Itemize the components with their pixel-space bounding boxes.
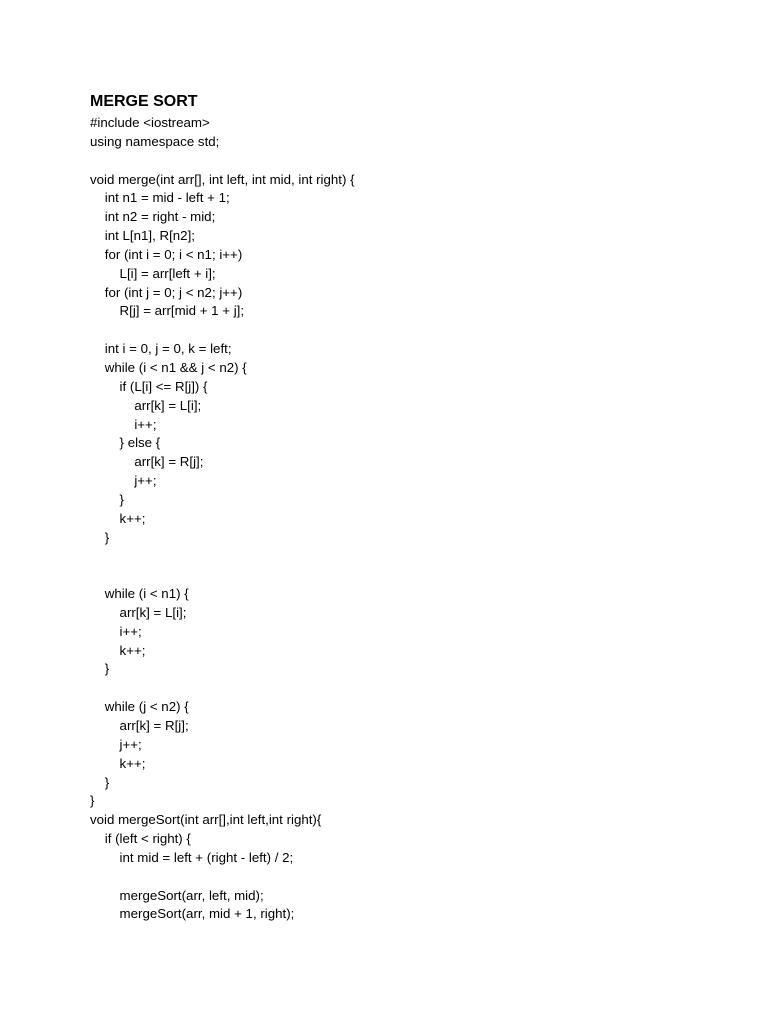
code-line: void merge(int arr[], int left, int mid, int right) { xyxy=(90,171,355,187)
document-title: MERGE SORT xyxy=(90,93,198,110)
code-line xyxy=(90,679,355,698)
code-line: } xyxy=(90,793,95,809)
code-line: } else { xyxy=(90,435,161,451)
code-line: } xyxy=(90,529,110,545)
code-line: i++; xyxy=(90,623,142,639)
code-line: #include <iostream> xyxy=(90,115,210,130)
code-line: if (L[i] <= R[j]) { xyxy=(90,378,208,394)
code-line xyxy=(90,152,355,171)
code-line: mergeSort(arr, mid + 1, right); xyxy=(90,906,295,922)
code-line xyxy=(90,566,355,585)
code-line: using namespace std; xyxy=(90,133,220,149)
code-line: arr[k] = R[j]; xyxy=(90,454,204,470)
code-line xyxy=(90,868,355,887)
code-line: while (i < n1) { xyxy=(90,586,189,602)
code-line: } xyxy=(90,491,124,507)
code-line: arr[k] = L[i]; xyxy=(90,604,187,620)
code-line: k++; xyxy=(90,510,146,526)
code-line: while (i < n1 && j < n2) { xyxy=(90,359,247,375)
code-line: i++; xyxy=(90,416,157,432)
code-line: int n1 = mid - left + 1; xyxy=(90,190,230,206)
code-line: int n2 = right - mid; xyxy=(90,209,216,225)
code-line: L[i] = arr[left + i]; xyxy=(90,265,216,281)
code-line: j++; xyxy=(90,473,157,489)
code-line: if (left < right) { xyxy=(90,831,191,847)
code-line xyxy=(90,321,355,340)
code-line: } xyxy=(90,774,110,790)
code-block xyxy=(90,114,355,924)
code-line: int i = 0, j = 0, k = left; xyxy=(90,341,232,357)
code-line: for (int j = 0; j < n2; j++) xyxy=(90,284,243,300)
code-line: while (j < n2) { xyxy=(90,699,189,715)
code-line: arr[k] = L[i]; xyxy=(90,397,202,413)
code-line xyxy=(90,547,355,566)
code-line: k++; xyxy=(90,642,146,658)
code-line: int mid = left + (right - left) / 2; xyxy=(90,849,294,865)
code-line: k++; xyxy=(90,755,146,771)
code-line: R[j] = arr[mid + 1 + j]; xyxy=(90,303,245,319)
code-line: } xyxy=(90,661,110,677)
code-line: for (int i = 0; i < n1; i++) xyxy=(90,246,243,262)
code-line: mergeSort(arr, left, mid); xyxy=(90,887,264,903)
code-line: int L[n1], R[n2]; xyxy=(90,228,195,244)
code-line: j++; xyxy=(90,736,142,752)
code-line: void mergeSort(int arr[],int left,int right){ xyxy=(90,812,322,828)
code-line: arr[k] = R[j]; xyxy=(90,718,189,733)
